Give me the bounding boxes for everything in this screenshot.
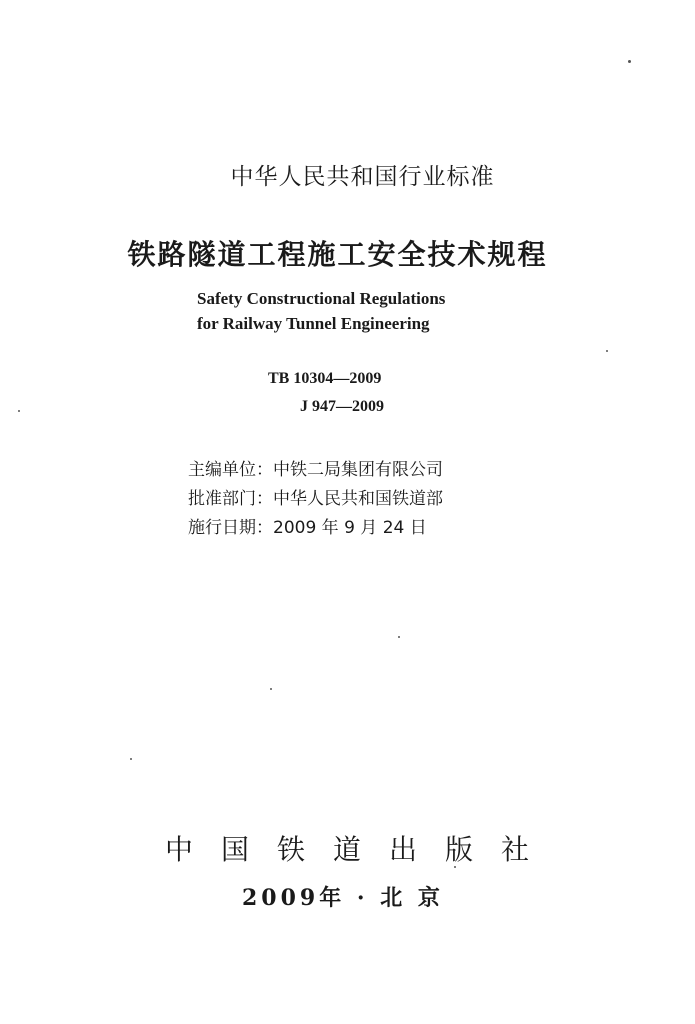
scan-speck bbox=[606, 350, 608, 352]
info-label: 主编单位： bbox=[188, 460, 273, 480]
scan-speck bbox=[130, 758, 132, 760]
scan-speck bbox=[270, 688, 272, 690]
info-value: 中铁二局集团有限公司 bbox=[273, 460, 443, 480]
scan-speck bbox=[398, 636, 400, 638]
publisher-name: 中国铁道出版社 bbox=[165, 833, 558, 866]
title-chinese: 铁路隧道工程施工安全技术规程 bbox=[127, 238, 548, 271]
title-english-line-1: Safety Constructional Regulations bbox=[197, 289, 446, 308]
publication-year-place: 2009年 · 北 京 bbox=[242, 885, 444, 911]
info-block bbox=[188, 456, 443, 543]
title-english-line-2: for Railway Tunnel Engineering bbox=[197, 314, 430, 333]
info-label: 批准部门： bbox=[188, 489, 273, 509]
scan-speck bbox=[454, 866, 456, 868]
info-row-approver bbox=[188, 485, 443, 514]
standard-code-j: J 947—2009 bbox=[300, 398, 384, 415]
info-label: 施行日期： bbox=[188, 518, 273, 538]
standard-code-tb: TB 10304—2009 bbox=[268, 370, 382, 387]
standard-type: 中华人民共和国行业标准 bbox=[230, 164, 495, 190]
scan-speck bbox=[18, 410, 20, 412]
info-value: 中华人民共和国铁道部 bbox=[273, 489, 443, 509]
info-row-effective-date bbox=[188, 514, 443, 543]
title-english bbox=[197, 286, 445, 336]
scan-speck bbox=[628, 60, 631, 63]
info-value: 2009 年 9 月 24 日 bbox=[273, 518, 427, 538]
info-row-editor bbox=[188, 456, 443, 485]
